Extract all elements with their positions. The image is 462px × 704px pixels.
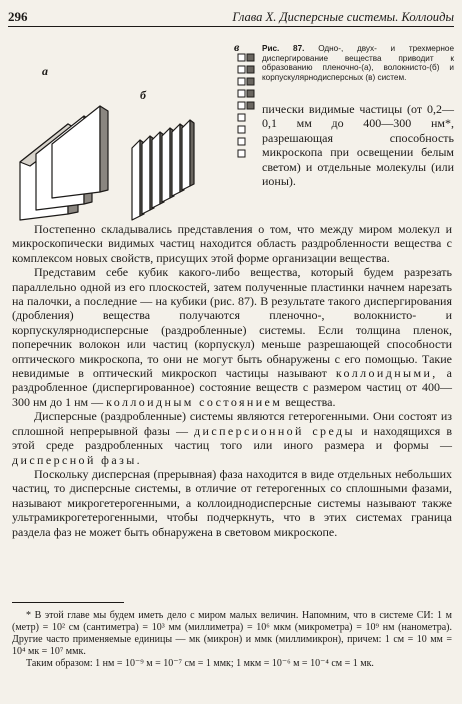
paragraph <box>12 409 452 467</box>
figure-label-c: в <box>234 40 240 54</box>
paragraph: Поскольку дисперсная (прерывная) фаза находится в виде отдельных небольших частиц, то дисперсные системы, в отличие от гетерогенных со сплошными фазами, называют микрогетерогенными, а коллоиднодисперсные системы называют также ультрамикрогетерогенными, чтобы подчеркнуть, что в этих системах граница раздела фаз не может быть обнаружена в световом микроскопе. <box>12 466 452 539</box>
text-run: Дисперсные (раздробленные) системы являются гетерогенными. Они состоят из сплошной непрерывной фазы — <box>12 409 452 438</box>
page-number: 296 <box>8 9 28 24</box>
emphasized-term: коллоидными, <box>335 366 438 381</box>
wrapped-paragraph: пически видимые частицы (от 0,2—0,1 мм до 400—300 нм*, разрешающая способность микроскопа при освещении белым светом) и отдельные молекулы (или ионы). <box>262 102 454 189</box>
paragraph <box>12 265 452 409</box>
figure-label-b: б <box>140 88 146 102</box>
figure-87 <box>10 40 240 224</box>
figure-caption <box>262 44 454 82</box>
running-title: Глава X. Дисперсные системы. Коллоиды <box>232 10 454 24</box>
corpuscular-cubes-illustration <box>232 50 262 170</box>
caption-text: Одно-, двух- и трехмерное диспергирование вещества приводит к образованию пленочно-(а), волокнисто-(б) и корпускулярнодисперсных (в) систем. <box>262 44 455 82</box>
paragraph: Постепенно складывались представления о том, что между миром молекул и микроскопически видимых частиц находится область раздробленности вещества с комплексом новых свойств, присущих этой форме организации вещества. <box>12 222 452 265</box>
emphasized-term: дисперсной фазы. <box>12 452 143 467</box>
text-run: а раздробленное (диспергированное) состояние веществ с размером частиц от 400—300 нм до 1 нм — <box>12 366 452 409</box>
footnote-divider <box>12 602 124 603</box>
figure-label-a: а <box>42 64 48 78</box>
text-run: Представим себе кубик какого-либо вещества, который будем разрезать параллельно одной из его плоскостей, затем полученные пластинки начнем нарезать на палочки, а последние — на кубики (рис. 87). В результате такого диспергирования (дробления) вещества получаются пленочно-, волокнисто- и корпускулярнодисперсные (раздробленные) системы. Если толщина пленок, поперечник волокон или частиц (корпускул) меньше разрешающей способности оптического микроскопа, то они не могут быть обнаружены с его помощью. Такие невидимые в оптический микроскоп частицы называют <box>12 265 452 381</box>
footnote-line: * В этой главе мы будем иметь дело с миром малых величин. Напомним, что в системе СИ: 1 м (метр) = 10² см (сантиметра) = 10³ мм (миллиметра) = 10⁶ мкм (микрометра) = 10⁹ нм (нанометра). Другие часто применяемые единицы — мк (микрон) и ммк (миллимикрон), причем: 1 см = 10 мм = 10⁴ мк = 10⁷ ммк. <box>12 610 452 657</box>
text-run: и находящихся в этой среде раздробленных частиц того или иного размера и формы — <box>12 423 453 453</box>
caption-number: Рис. 87. <box>262 44 305 53</box>
emphasized-term: дисперсионной среды <box>194 423 355 438</box>
footnote-line: Таким образом: 1 нм = 10⁻⁹ м = 10⁻⁷ см = 1 ммк; 1 мкм = 10⁻⁶ м = 10⁻⁴ см = 1 мк. <box>26 658 374 669</box>
running-header <box>8 10 454 27</box>
emphasized-term: коллоидным состоянием <box>106 394 283 409</box>
main-text <box>12 222 452 539</box>
text-run: вещества. <box>285 394 336 409</box>
footnote <box>12 610 452 670</box>
